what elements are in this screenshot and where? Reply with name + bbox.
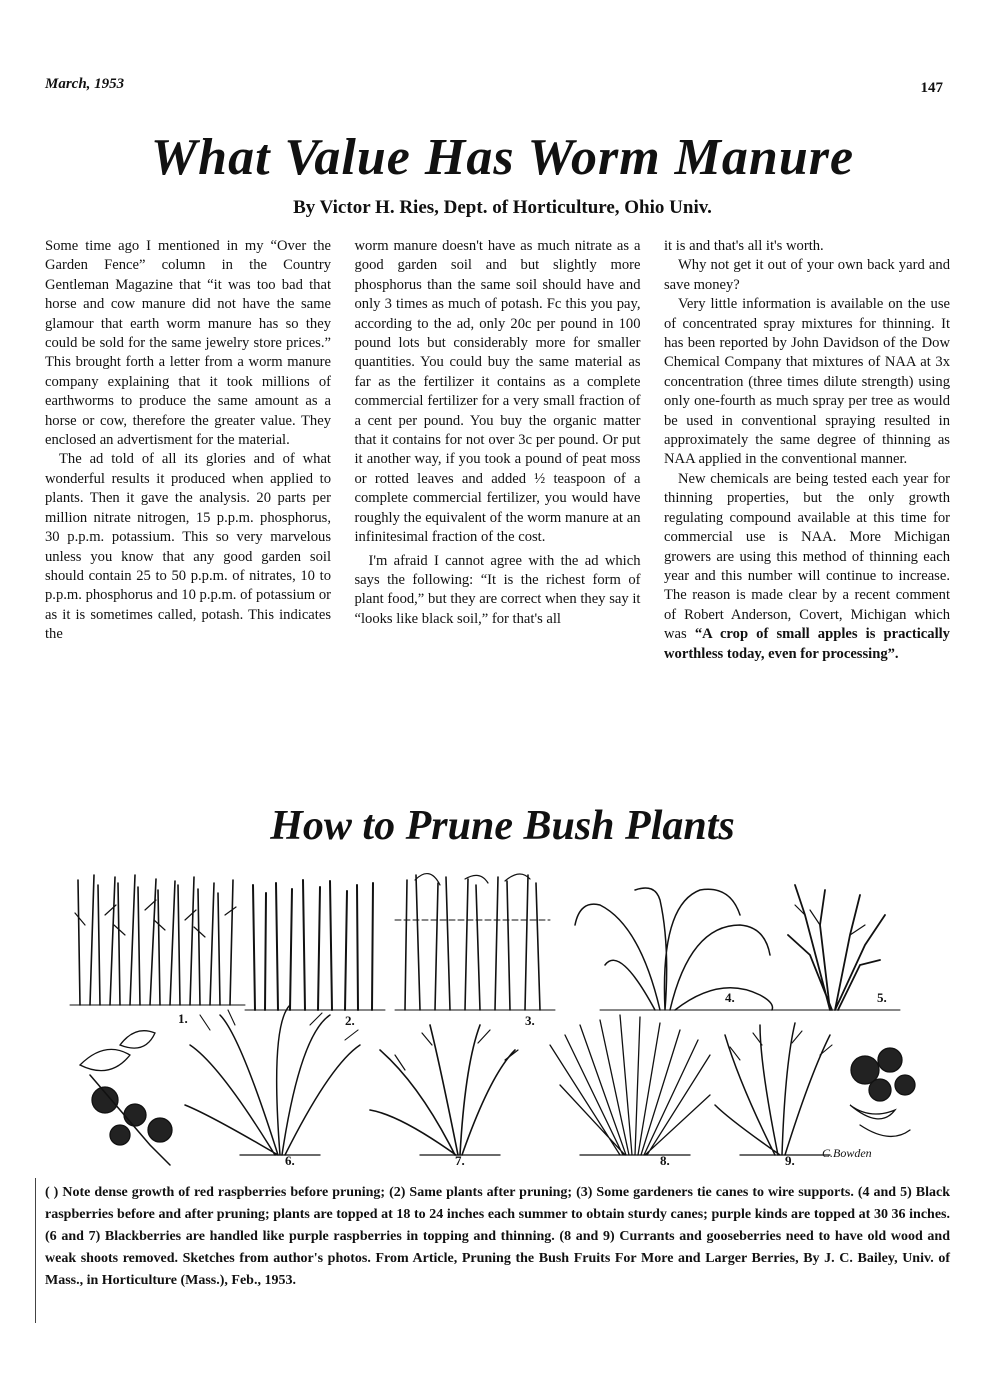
paragraph: worm manure doesn't have as much nitrate as a good garden soil and but slightly more phosphorus than the same soil should have and only 3 times as much of potash. Fc this you pay, according to the ad, only 20c per pound in 100 pound lots but considerably more for smaller quantities. You could buy the same material as far as the fertilizer it contains as a complete commercial fertilizer for a very small fraction of a cent per pound. You buy the organic matter that it contains for not over 3c per pound. Or put it another way, if you took a pound of peat moss or rotted leaves and added ½ teaspoon of a complete commercial fertilizer, you would have roughly the equivalent of the worm manure at an infinitesimal fraction of the cost. bbox=[354, 238, 641, 546]
article-column-1 bbox=[45, 237, 331, 772]
label-3: 3. bbox=[525, 1013, 535, 1028]
paragraph: Some time ago I mentioned in my “Over the Garden Fence” column in the Country Gentleman Magazine that “it was too bad that horse and cow manure did not have the same glamour that earth worm manure has so they could be sold for the same jewelry store prices.” This brought forth a letter from a worm manure company explaining that it took millions of earthworms to produce the same amount as a horse or cow, therefore the greater value. They enclosed an advertisment for the material. bbox=[45, 238, 331, 449]
label-5: 5. bbox=[877, 990, 887, 1005]
pruning-sketches bbox=[60, 865, 940, 1170]
article-column-2 bbox=[355, 237, 641, 772]
sketch-3-wire-supports bbox=[395, 874, 555, 1010]
article-body bbox=[45, 237, 950, 772]
paragraph-text: New chemicals are being tested each year for thinning properties, but the only growth regulating compound available at this time for commercial use is NAA. More Michigan growers are using this method of thinning each year and this number will continue to increase. The reason is made clear by a recent comment of Robert Anderson, Covert, Michigan which was bbox=[664, 470, 950, 643]
paragraph: The ad told of all its glories and of what wonderful results it produced when applied to plants. Then it gave the analysis. 20 parts per million nitrate nitrogen, 15 p.p.m. phosphorus, 30 p.p.m. potassium. This so very marvelous unless you know that any good garden soil should contain 25 to 50 p.p.m. of nitrates, 10 to p.p.m. phosphorus and 10 p.p.m. of potassium or as it is sometimes called, potash. This indicates the bbox=[45, 451, 331, 643]
sketch-6-blackberry bbox=[185, 1005, 360, 1155]
sketch-blackberry-leaves-left bbox=[80, 1031, 172, 1165]
pruning-illustration bbox=[60, 865, 940, 1170]
label-4: 4. bbox=[725, 990, 735, 1005]
label-7: 7. bbox=[455, 1153, 465, 1168]
sketch-1-dense-raspberries bbox=[70, 875, 245, 1005]
label-1: 1. bbox=[178, 1011, 188, 1026]
article-title: What Value Has Worm Manure bbox=[150, 129, 855, 186]
label-2: 2. bbox=[345, 1013, 355, 1028]
paragraph: Why not get it out of your own back yard and save money? bbox=[664, 257, 950, 293]
page-number: 147 bbox=[920, 80, 943, 96]
article-byline: By Victor H. Ries, Dept. of Horticulture, Ohio Univ. bbox=[293, 197, 712, 218]
sketch-2-pruned-raspberries bbox=[245, 880, 385, 1010]
margin-rule bbox=[35, 1178, 36, 1323]
paragraph: Very little information is available on the use of concentrated spray mixtures for thinning. It has been reported by John Davidson of the Dow Chemical Company that mixtures of NAA at 3x concentration (three times dilute strength) using only one-fourth as much spray per tree as would be used in conventional spraying resulted in approximately the same degree of thinning as NAA applied in the conventional manner. bbox=[664, 296, 950, 468]
label-9: 9. bbox=[785, 1153, 795, 1168]
sketch-currant-cluster-right bbox=[850, 1048, 915, 1136]
article-column-3 bbox=[664, 237, 950, 772]
running-date: March, 1953 bbox=[45, 76, 125, 92]
paragraph bbox=[664, 470, 950, 664]
artist-signature: C.Bowden bbox=[822, 1146, 872, 1160]
sketch-9-gooseberry bbox=[715, 1023, 832, 1155]
quote-text: “A crop of small apples is practically worthless today, even for processing”. bbox=[664, 626, 950, 662]
illustration-caption: ( ) Note dense growth of red raspberries before pruning; (2) Same plants after pruning; (3) Some gardeners tie canes to wire supports. (4 and 5) Black raspberries before and after pruning; plants are topped at 18 to 24 inches each summer to obtain sturdy canes; purple kinds are topped at 30 36 inches. (6 and 7) Blackberries are handled like purple raspberries in topping and thinning. (8 and 9) Currants and gooseberries need to have old wood and weak shoots removed. Sketches from author's photos. From Article, Pruning the Bush Fruits For More and Larger Berries, By J. C. Bailey, Univ. of Mass., in Horticulture (Mass.), Feb., 1953. bbox=[45, 1185, 950, 1288]
section-title: How to Prune Bush Plants bbox=[270, 803, 735, 849]
label-8: 8. bbox=[660, 1153, 670, 1168]
paragraph: I'm afraid I cannot agree with the ad which says the following: “It is the richest form of plant food,” but they are correct when they say it “looks like black soil,” for that's all bbox=[354, 552, 641, 627]
sketch-7-blackberry-pruned bbox=[370, 1025, 518, 1155]
label-6: 6. bbox=[285, 1153, 295, 1168]
sketch-8-currant bbox=[550, 1015, 710, 1155]
sketch-4-black-raspberries-before bbox=[575, 888, 780, 1010]
paragraph: it is and that's all it's worth. bbox=[664, 238, 824, 254]
